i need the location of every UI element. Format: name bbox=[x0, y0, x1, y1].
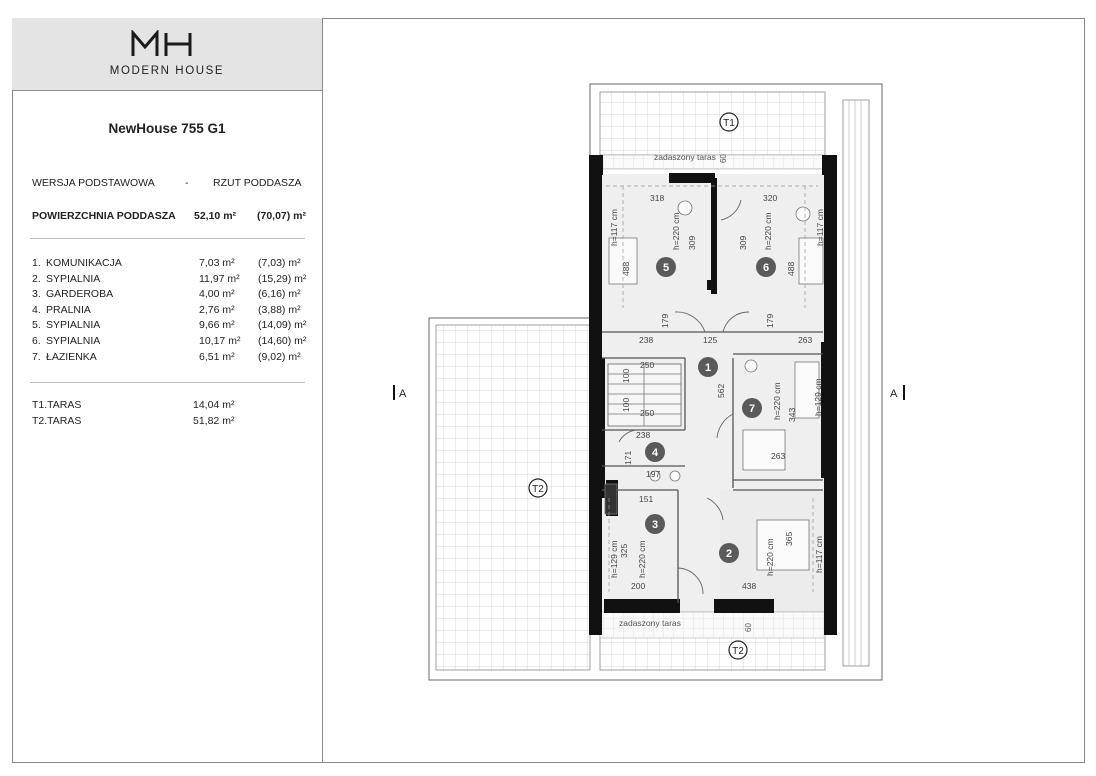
room-marker-6: 6 bbox=[762, 262, 770, 274]
covered-terrace-top-label: zadaszony taras bbox=[654, 152, 716, 162]
room-number: 1. bbox=[32, 257, 41, 269]
dim-488-right: 488 bbox=[786, 261, 796, 276]
terrace-t2-west bbox=[436, 325, 590, 670]
logo-header bbox=[12, 18, 322, 91]
room-marker-7: 7 bbox=[748, 403, 756, 415]
dim-151: 151 bbox=[639, 494, 654, 504]
room-marker-1: 1 bbox=[704, 362, 712, 374]
dim-100-bottom: 100 bbox=[621, 397, 631, 412]
terrace-name: T2.TARAS bbox=[32, 414, 82, 427]
height-117-room5: h=117 cm bbox=[609, 209, 619, 246]
room-area-gross: (14,09) m² bbox=[258, 319, 307, 332]
room-number: 4. bbox=[32, 303, 41, 316]
floor-plan-svg bbox=[323, 18, 1085, 763]
room-area-net: 11,97 m² bbox=[199, 272, 240, 285]
room-name: PRALNIA bbox=[46, 303, 91, 316]
room-name: KOMUNIKACJA bbox=[46, 257, 122, 269]
dim-60-top: 60 bbox=[719, 154, 728, 163]
dim-320: 320 bbox=[763, 193, 778, 203]
room-number: 5. bbox=[32, 319, 41, 332]
terrace-area: 51,82 m² bbox=[193, 414, 235, 427]
separator bbox=[30, 238, 305, 239]
room-area-gross: (6,16) m² bbox=[258, 288, 301, 301]
dim-125: 125 bbox=[703, 335, 718, 345]
room-area-gross: (7,03) m² bbox=[258, 257, 301, 269]
room-marker-5: 5 bbox=[662, 262, 670, 274]
height-220-room2: h=220 cm bbox=[765, 538, 775, 576]
room-area-gross: (14,60) m² bbox=[258, 335, 307, 347]
room-name: SYPIALNIA bbox=[46, 319, 101, 332]
dim-438: 438 bbox=[742, 581, 757, 591]
dim-200: 200 bbox=[631, 581, 646, 591]
height-129-room3: h=129 cm bbox=[609, 540, 619, 578]
section-a-left: A bbox=[399, 388, 407, 400]
roof-edge-right bbox=[843, 100, 869, 666]
dim-197: 197 bbox=[646, 469, 661, 479]
room-name: ŁAZIENKA bbox=[46, 350, 97, 363]
room-name: SYPIALNIA bbox=[46, 272, 101, 285]
dim-365: 365 bbox=[784, 531, 794, 546]
dim-179-right: 179 bbox=[765, 313, 775, 328]
room-number: 6. bbox=[32, 335, 41, 347]
version-dash: - bbox=[185, 177, 189, 189]
room-number: 7. bbox=[32, 350, 41, 363]
height-220-room7: h=220 cm bbox=[772, 382, 782, 420]
dim-309-right: 309 bbox=[738, 235, 748, 250]
view-label: RZUT PODDASZA bbox=[213, 177, 302, 189]
room-area-net: 9,66 m² bbox=[199, 319, 235, 332]
room-area-net: 2,76 m² bbox=[199, 303, 235, 316]
room-number: 2. bbox=[32, 272, 41, 285]
room-area-gross: (9,02) m² bbox=[258, 350, 301, 363]
dim-488-left: 488 bbox=[621, 261, 631, 276]
brand-logo-icon bbox=[130, 30, 196, 58]
dim-309-left: 309 bbox=[687, 235, 697, 250]
room-area-net: 7,03 m² bbox=[199, 257, 235, 269]
terrace-area: 14,04 m² bbox=[193, 399, 235, 411]
room-area-net: 6,51 m² bbox=[199, 350, 235, 363]
room-area-net: 4,00 m² bbox=[199, 288, 235, 301]
room-marker-4: 4 bbox=[651, 447, 659, 459]
area-total-label: POWIERZCHNIA PODDASZA bbox=[32, 210, 176, 222]
brand-name: MODERN HOUSE bbox=[109, 65, 225, 77]
height-117-room6: h=117 cm bbox=[815, 209, 825, 246]
height-220-room6: h=220 cm bbox=[763, 212, 773, 250]
dim-171: 171 bbox=[623, 450, 633, 465]
covered-terrace-bottom-label: zadaszony taras bbox=[619, 618, 681, 628]
terrace-t1 bbox=[600, 92, 825, 155]
dim-238-top: 238 bbox=[639, 335, 654, 345]
version-label: WERSJA PODSTAWOWA bbox=[32, 177, 155, 189]
dim-318: 318 bbox=[650, 193, 665, 203]
dim-562: 562 bbox=[716, 383, 726, 398]
terrace-name: T1.TARAS bbox=[32, 399, 82, 411]
dim-263-mid: 263 bbox=[771, 451, 786, 461]
terrace-marker-t2-south: T2 bbox=[732, 646, 744, 657]
room-number: 3. bbox=[32, 288, 41, 301]
dim-325: 325 bbox=[619, 543, 629, 558]
area-total-gross: (70,07) m² bbox=[257, 210, 307, 222]
dim-60-bottom: 60 bbox=[744, 623, 753, 632]
room-area-net: 10,17 m² bbox=[199, 335, 241, 347]
separator bbox=[30, 382, 305, 383]
room-area-gross: (15,29) m² bbox=[258, 272, 307, 285]
height-220-room5: h=220 cm bbox=[671, 212, 681, 250]
height-117-room2: h=117 cm bbox=[814, 536, 824, 573]
dim-343: 343 bbox=[787, 407, 797, 422]
dim-238-mid: 238 bbox=[636, 430, 651, 440]
room-name: GARDEROBA bbox=[46, 288, 114, 301]
area-total-net: 52,10 m² bbox=[194, 210, 237, 222]
terrace-marker-t1: T1 bbox=[723, 118, 735, 129]
terrace-marker-t2-west: T2 bbox=[532, 484, 544, 495]
floor-plan bbox=[323, 18, 1085, 763]
project-title: NewHouse 755 G1 bbox=[108, 121, 226, 136]
dim-263-top: 263 bbox=[798, 335, 813, 345]
room-marker-2: 2 bbox=[725, 548, 733, 560]
dim-250-top: 250 bbox=[640, 360, 655, 370]
dim-100-top: 100 bbox=[621, 368, 631, 383]
info-panel bbox=[12, 18, 323, 763]
room-area-gross: (3,88) m² bbox=[258, 303, 301, 316]
room-marker-3: 3 bbox=[651, 519, 659, 531]
dim-179-left: 179 bbox=[660, 313, 670, 328]
dim-250-bottom: 250 bbox=[640, 408, 655, 418]
room-name: SYPIALNIA bbox=[46, 335, 101, 347]
height-220-room3: h=220 cm bbox=[637, 540, 647, 578]
section-a-right: A bbox=[890, 388, 898, 400]
height-129-room7: h=129 cm bbox=[813, 378, 823, 416]
